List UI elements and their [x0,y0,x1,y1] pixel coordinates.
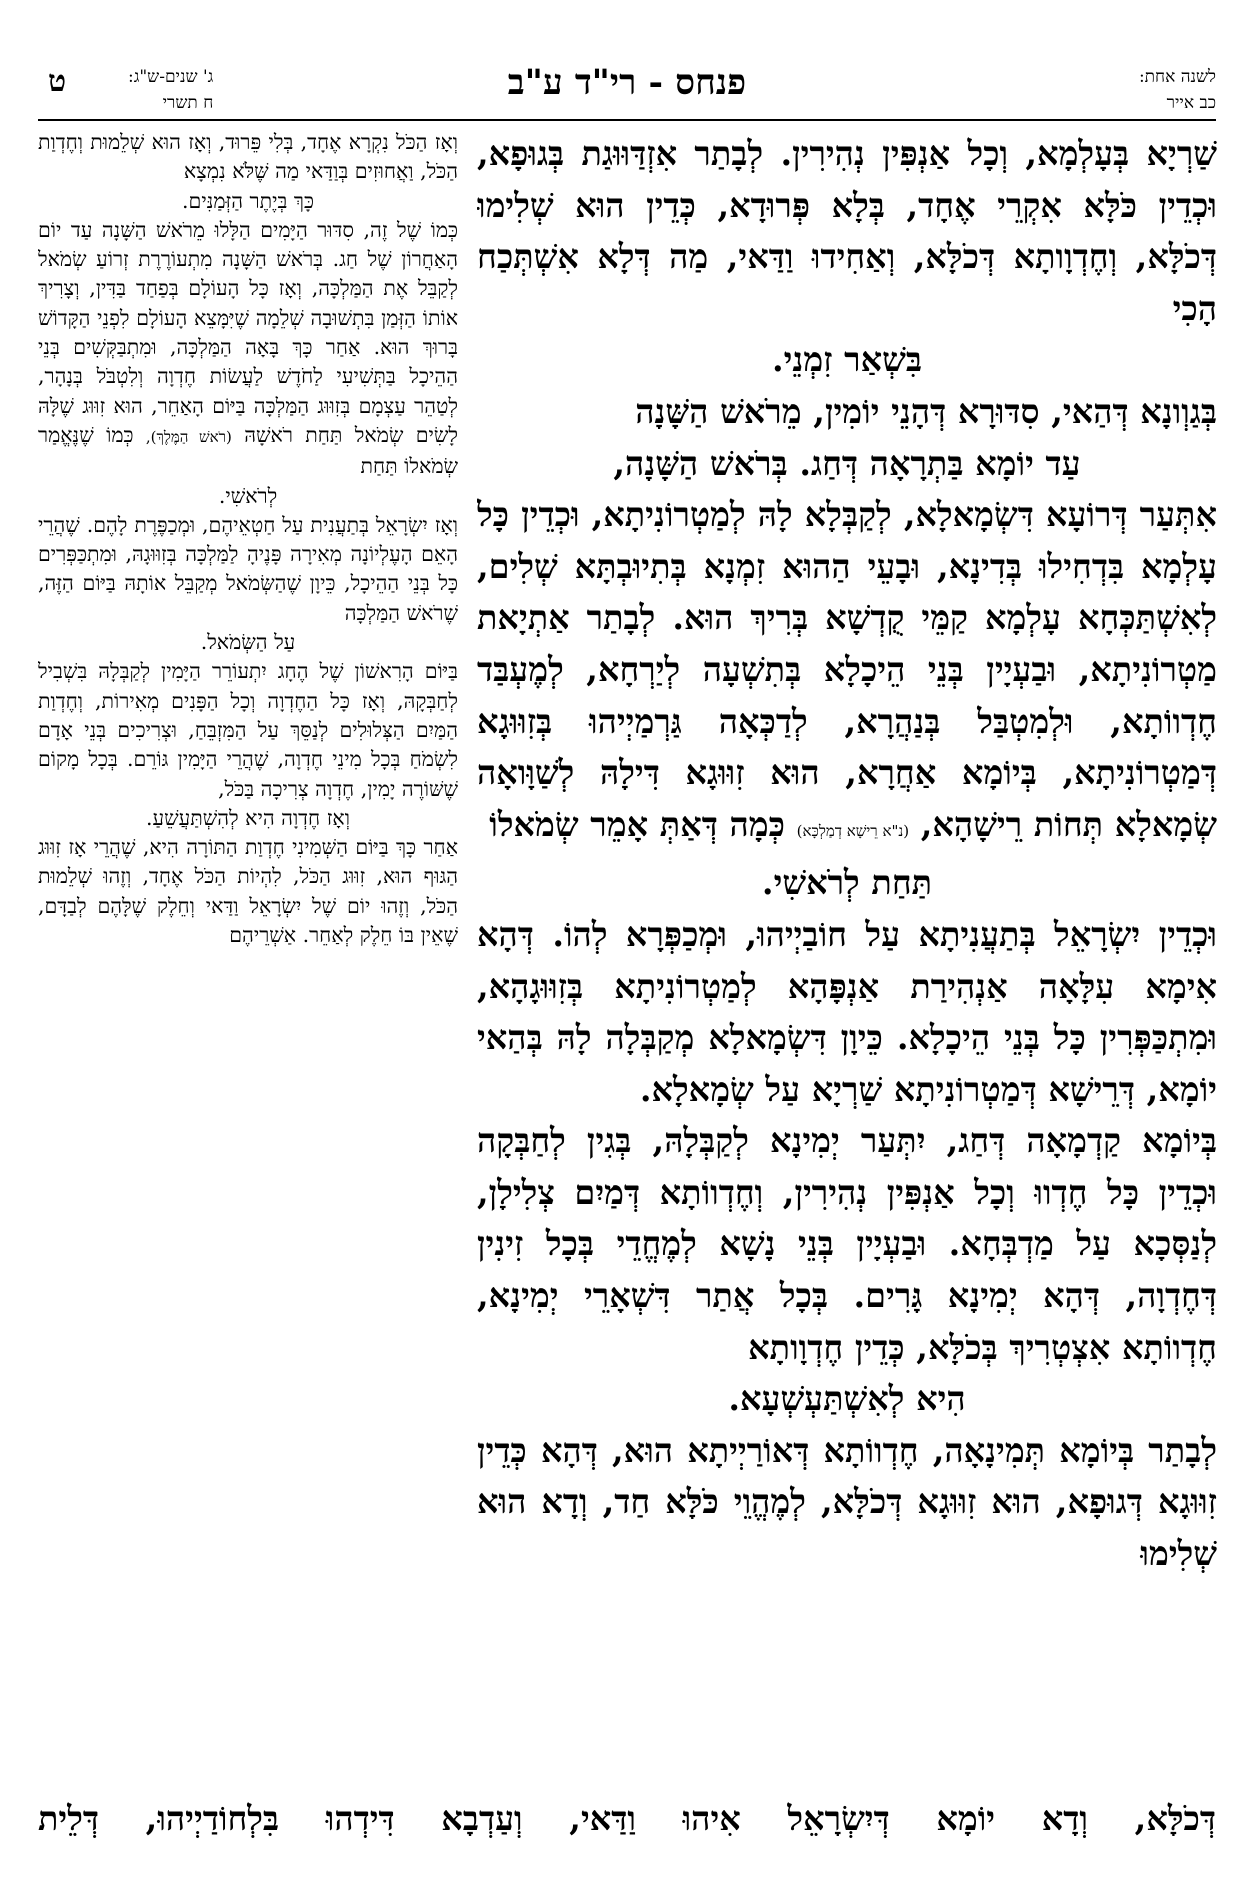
page-number: ט [48,64,67,99]
paragraph [477,489,1217,857]
paragraph: לְבָתַר בְּיוֹמָא תְּמִינָאָה, חֶדְווֹתָא דְּאוֹרַיְיתָא הוּא, דְּהָא כְּדֵין זִוּוּגָא דְּגוּפָא, הוּא זִוּוּגָא דְּכֹלָּא, לְמֶהֱוֵי כֹּלָּא חַד, וְדָא הוּא שְׁלִימוּ [477,1430,1217,1574]
header-schedule-date: ח תשרי [162,93,214,113]
header-schedule-label: לשנה אחת: [1138,67,1216,87]
paragraph-text: כְּמוֹ שֶׁל זֶה, סִדּוּר הַיָּמִים הַלָּלוּ מֵרֹאשׁ הַשָּׁנָה עַד יוֹם הָאַחֲרוֹן שֶׁל חַג. בְּרֹאשׁ הַשָּׁנָה מִתְעוֹרֶרֶת זְרוֹעַ שְׂמֹאל לְקַבֵּל אֶת הַמַּלְכָּה, וְאָז כָּל הָעוֹלָם בְּפַחַד בַּדִּין, וְצָרִיךְ אוֹתוֹ הַזְּמַן בִּתְשׁוּבָה שְׁלֵמָה שֶׁיִּמָּצֵא הָעוֹלָם לִפְנֵי הַקָּדוֹשׁ בָּרוּךְ הוּא. אַחַר כָּךְ בָּאָה הַמַּלְכָּה, וּמִתְבַּקְּשִׁים בְּנֵי הַהֵיכָל בַּתְּשִׁיעִי לַחֹדֶשׁ לַעֲשׂוֹת חֶדְוָה וְלִטְבֹּל בְּנָהָר, לְטַהֵר עַצְמָם בְּזִוּוּג הַמַּלְכָּה בַּיּוֹם הָאַחֵר, הוּא זִוּוּג שֶׁלָּהּ לָשִׂים שְׂמֹאל תַּחַת רֹאשָׁהּ [38,217,458,447]
paragraph-text: בְּיוֹמָא קַדְמָאָה דְּחַג, יִתְּעַר יְמִינָא לְקַבְּלָהּ, בְּגִין לְחַבְּקָה וּכְדֵין כָּל חֶדְווּ וְכָל אַנְפִּין נְהִירִין, וְחֶדְווֹתָא דְּמַיִם צְלִילָן, לְנַסְּכָא עַל מַדְבְּחָא. וּבַעְיָין בְּנֵי נָשָׁא לְמֶחֱדֵי בְּכָל זִינִין דְּחֶדְוָה, דְּהָא יְמִינָא גָּרִים. בְּכָל אֲתַר דִּשְׁאָרֵי יְמִינָא, חֶדְווֹתָא אִצְטְרִיךְ בְּכֹלָּא, כְּדֵין חֶדְוָותָא [477,1121,1217,1367]
paragraph-text: כְּמָה דְּאַתְּ אָמֵר שְׂמֹאלוֹ [489,804,785,844]
translation-paragraph: וְאָז הַכֹּל נִקְרָא אֶחָד, בְּלִי פֵּרוּד, וְאָז הוּא שְׁלֵמוּת וְחֶדְוַת הַכֹּל, וַאֲחוּזִים בְּוַדַּאי מַה שֶּׁלֹּא נִמְצָא [38,130,458,184]
paragraph-end: תַּחַת לְרֹאשִׁי. [761,863,933,903]
paragraph-text: בְּגַוְונָא דְּהַאי, סִדּוּרָא דְּהָנֵי יוֹמִין, מֵרֹאשׁ הַשָּׁנָה [635,391,1217,431]
translation-paragraph-end: לְרֹאשִׁי. [218,483,278,508]
paragraph [477,386,1217,438]
translation-paragraph: אַחַר כָּךְ בַּיּוֹם הַשְּׁמִינִי חֶדְוַת הַתּוֹרָה הִיא, שֶׁהֲרֵי אָז זִוּוּג הַגּוּף הוּא, זִוּוּג הַכֹּל, לִהְיוֹת הַכֹּל אֶחָד, וְזֶהוּ שְׁלֵמוּת הַכֹּל, וְזֶהוּ יוֹם שֶׁל יִשְׂרָאֵל וַדַּאי וְחֵלֶק שֶׁלָּהֶם לְבַדָּם, שֶׁאֵין בּוֹ חֵלֶק לְאַחֵר. אַשְׁרֵיהֶם [38,835,458,948]
translation-paragraph [38,216,458,482]
paragraph [477,1115,1217,1373]
paragraph-text: כְּמוֹ שֶׁנֶּאֱמַר שְׂמֹאלוֹ תַּחַת [38,422,458,479]
main-text-column [477,128,1217,1790]
full-width-bottom-line: דְּכֹלָּא, וְדָא יוֹמָא דְּיִשְׂרָאֵל אִיהוּ וַדַּאי, וְעַדְבָא דִּידְהוּ בִּלְחוֹדַיְיהוּ, דְּלֵית [38,1799,1216,1838]
paragraph-end: הִיא לְאִשְׁתַּעְשְׁעָא. [728,1379,966,1419]
translation-paragraph-end: וְאָז חֶדְוָה הִיא לְהִשְׁתַּעֲשֵׁעַ. [146,805,350,830]
paragraph [477,128,1217,334]
translation-column [38,128,458,1736]
paragraph-end: בִּשְׁאַר זִמְנֵי. [771,340,923,380]
variant-reading-note: (נ"א רֵישָׁא דְמַלְכָּא) [796,821,910,840]
translation-paragraph: וְאָז יִשְׂרָאֵל בְּתַעֲנִית עַל חַטְאֵיהֶם, וּמְכַפֶּרֶת לָהֶם. שֶׁהֲרֵי הָאֵם הָעֶלְיוֹנָה מְאִירָה פָּנֶיהָ לַמַּלְכָּה בְּזִוּוּגָהּ, וּמִתְכַּפְּרִים כָּל בְּנֵי הַהֵיכָל, כֵּיוָן שֶׁהַשְּׂמֹאל מְקַבֵּל אוֹתָהּ בַּיּוֹם הַזֶּה, שֶׁרֹאשׁ הַמַּלְכָּה [38,512,458,625]
paragraph-text: שַׁרְיָא בְּעָלְמָא, וְכָל אַנְפִּין נְהִירִין. לְבָתַר אִזְדַּוּוּגַת בְּגוּפָא, וּכְדֵין כֹּלָּא אִקְרֵי אֶחָד, בְּלָא פְּרוּדָא, כְּדֵין הוּא שְׁלִימוּ דְּכֹלָּא, וְחֶדְוָותָא דְּכֹלָּא, וְאַחִידוּ וַדַּאי, מַה דְּלָא אִשְׁתְּכַח הָכִי [477,134,1217,328]
header-schedule-date: כב אייר [1166,93,1216,113]
translation-paragraph-end: עַל הַשְּׂמֹאל. [200,630,296,655]
header-divider [38,119,1216,121]
page-title: פנחס - רי"ד ע"ב [507,62,747,103]
paragraph: וּכְדֵין יִשְׂרָאֵל בְּתַעֲנִיתָא עַל חוֹבַיְיהוּ, וּמְכַפְּרָא לְהוֹ. דְּהָא אִימָא עִלָּאָה אַנְהִירַת אַנְפָּהָא לְמַטְרוֹנִיתָא בְּזִוּוּגָהָא, וּמִתְכַּפְּרִין כָּל בְּנֵי הֵיכָלָא. כֵּיוָן דִּשְׂמָאלָא מְקַבְּלָה לָהּ בְּהַאי יוֹמָא, דְּרֵישָׁא דְּמַטְרוֹנִיתָא שַׁרְיָא עַל שְׂמָאלָא. [477,914,1217,1109]
paragraph-line: עַד יוֹמָא בַּתְרָאָה דְּחַג. בְּרֹאשׁ הַשָּׁנָה, [613,443,1081,483]
paragraph-text: אִתְּעַר דְּרוֹעָא דִּשְׂמָאלָא, לְקַבְּלָא לָהּ לְמַטְרוֹנִיתָא, וּכְדֵין כָּל עָלְמָא בִּדְחִילוּ בְּדִינָא, וּבָעֵי הַהוּא זִמְנָא בְּתִיוּבְתָּא שְׁלִים, לְאִשְׁתַּכְּחָא עָלְמָא קַמֵּי קֻדְשָׁא בְּרִיךְ הוּא. לְבָתַר אַתְיָאת מַטְרוֹנִיתָא, וּבַעְיָין בְּנֵי הֵיכָלָא בְּתִשְׁעָה לְיַרְחָא, לְמֶעְבַּד חֶדְווֹתָא, וּלְמִטְבַּל בְּנַהֲרָא, לְדַכְּאָה גַּרְמַיְיהוּ בְּזִוּוּגָא דְּמַטְרוֹנִיתָא, בְּיוֹמָא אַחֲרָא, הוּא זִוּוּגָא דִּילָהּ לְשַׁוָּואָה שְׂמָאלָא תְּחוֹת רֵישָׁהָא, [477,495,1217,844]
page-header [38,62,1216,122]
translation-paragraph-end: כָּךְ בְּיֶתֶר הַזְּמַנִּים. [182,188,314,213]
header-schedule-label: ג' שנים-ש"ג: [128,67,214,87]
variant-reading-note: (רֹאשׁ הַמֶּלֶךְ), [145,427,232,446]
translation-paragraph: בַּיּוֹם הָרִאשׁוֹן שֶׁל הֶחָג יִתְעוֹרֵר הַיָּמִין לְקַבְּלָהּ בִּשְׁבִיל לְחַבְּקָהּ, וְאָז כָּל הַחֶדְוָה וְכָל הַפָּנִים מְאִירוֹת, וְחֶדְוַת הַמַּיִם הַצְּלוּלִים לְנַסֵּךְ עַל הַמִּזְבֵּחַ, וּצְרִיכִים בְּנֵי אָדָם לִשְׂמֹחַ בְּכָל מִינֵי חֶדְוָה, שֶׁהֲרֵי הַיָּמִין גּוֹרֵם. בְּכָל מָקוֹם שֶׁשּׁוֹרֶה יָמִין, חֶדְוָה צְרִיכָה בַּכֹּל, [38,659,458,801]
header-schedule-three-years [128,64,213,116]
